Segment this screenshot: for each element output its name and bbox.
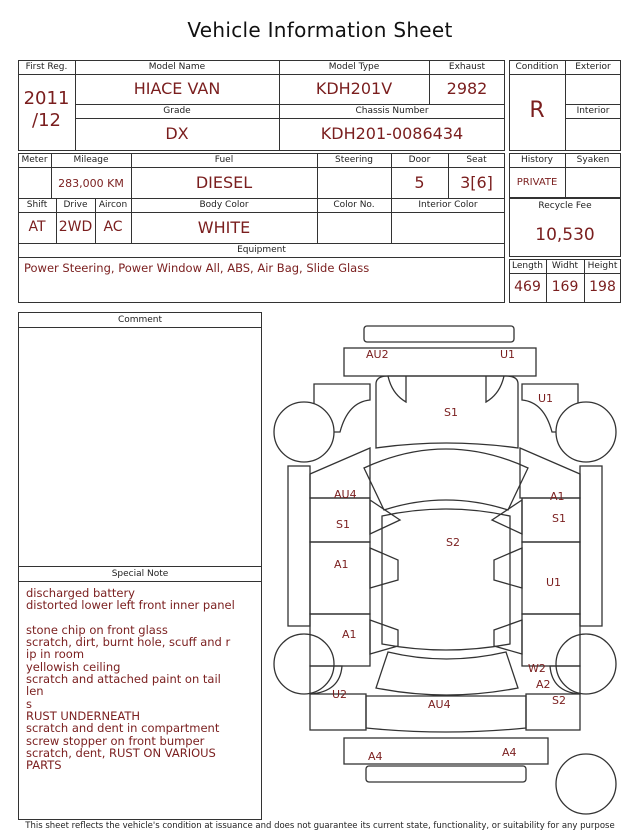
mark-a1-right: A1 — [550, 490, 565, 503]
grade-label: Grade — [163, 106, 191, 116]
condition-value: R — [529, 98, 545, 123]
height-value: 198 — [589, 279, 616, 295]
mark-s2-right: S2 — [552, 694, 566, 707]
mark-u2: U2 — [332, 688, 348, 701]
mark-au2: AU2 — [366, 348, 389, 361]
seat-label: Seat — [466, 155, 487, 165]
mark-s1-hood: S1 — [444, 406, 458, 419]
special-note-item: scratch, dent, RUST ON VARIOUS PARTS — [26, 745, 220, 773]
special-note-item: stone chip on front glass — [26, 622, 168, 637]
seat-value: 3[6] — [460, 173, 493, 192]
first-reg-month: /12 — [32, 110, 61, 131]
fuel-label: Fuel — [214, 155, 234, 165]
mark-s2-center: S2 — [446, 536, 460, 549]
mark-a2: A2 — [536, 678, 551, 691]
mark-w2: W2 — [528, 662, 546, 675]
vehicle-diagram — [270, 320, 622, 818]
mark-a4-left: A4 — [368, 750, 383, 763]
drive-value: 2WD — [58, 219, 93, 235]
chassis-label: Chassis Number — [355, 106, 429, 116]
fuel-value: DIESEL — [195, 173, 253, 192]
mileage-value: 283,000 KM — [58, 177, 124, 190]
first-reg-year: 2011 — [23, 88, 70, 109]
height-label: Height — [587, 261, 618, 271]
mark-s1-left: S1 — [336, 518, 350, 531]
body-color-label: Body Color — [199, 200, 249, 210]
mark-s1-right: S1 — [552, 512, 566, 525]
length-value: 469 — [514, 279, 541, 295]
mark-u1-right: U1 — [538, 392, 554, 405]
mileage-label: Mileage — [73, 155, 109, 165]
color-no-label: Color No. — [333, 200, 375, 210]
special-note-item: discharged battery — [26, 586, 135, 600]
mark-au4-left: AU4 — [334, 488, 357, 501]
history-label: History — [520, 155, 554, 165]
special-note-item: distorted lower left front inner panel — [26, 598, 235, 613]
model-name-value: HIACE VAN — [133, 79, 221, 98]
special-note-list — [26, 587, 236, 771]
syaken-label: Syaken — [576, 155, 610, 165]
interior-color-label: Interior Color — [418, 200, 478, 210]
recycle-fee-label: Recycle Fee — [538, 201, 592, 211]
door-value: 5 — [414, 173, 425, 192]
equipment-label: Equipment — [237, 245, 286, 255]
special-note-item: ip in room — [26, 647, 85, 662]
aircon-label: Aircon — [98, 200, 128, 210]
special-note-item: s — [26, 696, 32, 711]
special-note-item: yellowish ceiling — [26, 659, 121, 674]
model-type-label: Model Type — [328, 62, 380, 72]
exhaust-label: Exhaust — [448, 62, 486, 72]
meter-label: Meter — [21, 155, 48, 165]
exterior-label: Exterior — [575, 62, 611, 72]
special-note-label: Special Note — [111, 569, 169, 579]
width-label: Widht — [551, 261, 579, 271]
chassis-value: KDH201-0086434 — [320, 124, 464, 143]
history-value: PRIVATE — [516, 177, 558, 188]
special-note-item: scratch, dirt, burnt hole, scuff and r — [26, 635, 231, 650]
mark-u1-right-door: U1 — [546, 576, 562, 589]
length-label: Length — [511, 261, 544, 271]
equipment-value: Power Steering, Power Window All, ABS, Air Bag, Slide Glass — [24, 261, 370, 275]
model-type-value: KDH201V — [315, 79, 393, 98]
mark-au4-bottom: AU4 — [428, 698, 451, 711]
comment-label: Comment — [117, 315, 163, 325]
special-note-item: RUST UNDERNEATH — [26, 708, 141, 723]
body-color-value: WHITE — [197, 218, 251, 237]
steering-label: Steering — [335, 155, 373, 165]
condition-label: Condition — [515, 62, 559, 72]
grade-value: DX — [165, 124, 189, 143]
first-reg-label: First Reg. — [25, 62, 68, 72]
aircon-value: AC — [103, 219, 123, 235]
shift-label: Shift — [26, 200, 48, 210]
shift-value: AT — [28, 219, 46, 235]
recycle-fee-value: 10,530 — [535, 225, 595, 245]
drive-label: Drive — [63, 200, 88, 210]
sheet-title: Vehicle Information Sheet — [187, 18, 453, 42]
mark-a4-right: A4 — [502, 746, 517, 759]
special-note-item: scratch and dent in compartment — [26, 721, 220, 736]
door-label: Door — [408, 155, 431, 165]
interior-label: Interior — [576, 106, 610, 116]
exhaust-value: 2982 — [446, 79, 488, 98]
special-note-item: screw stopper on front bumper — [26, 733, 205, 748]
mark-u1-top: U1 — [500, 348, 516, 361]
width-value: 169 — [551, 279, 579, 295]
mark-a1-left-rear: A1 — [342, 628, 357, 641]
mark-a1-left-door: A1 — [334, 558, 349, 571]
disclaimer-footer: This sheet reflects the vehicle's condition at issuance and does not guarantee its current state, functionality, or suitability for any purpose — [25, 821, 615, 831]
model-name-label: Model Name — [148, 62, 206, 72]
special-note-item: scratch and attached paint on tail len — [26, 672, 225, 699]
